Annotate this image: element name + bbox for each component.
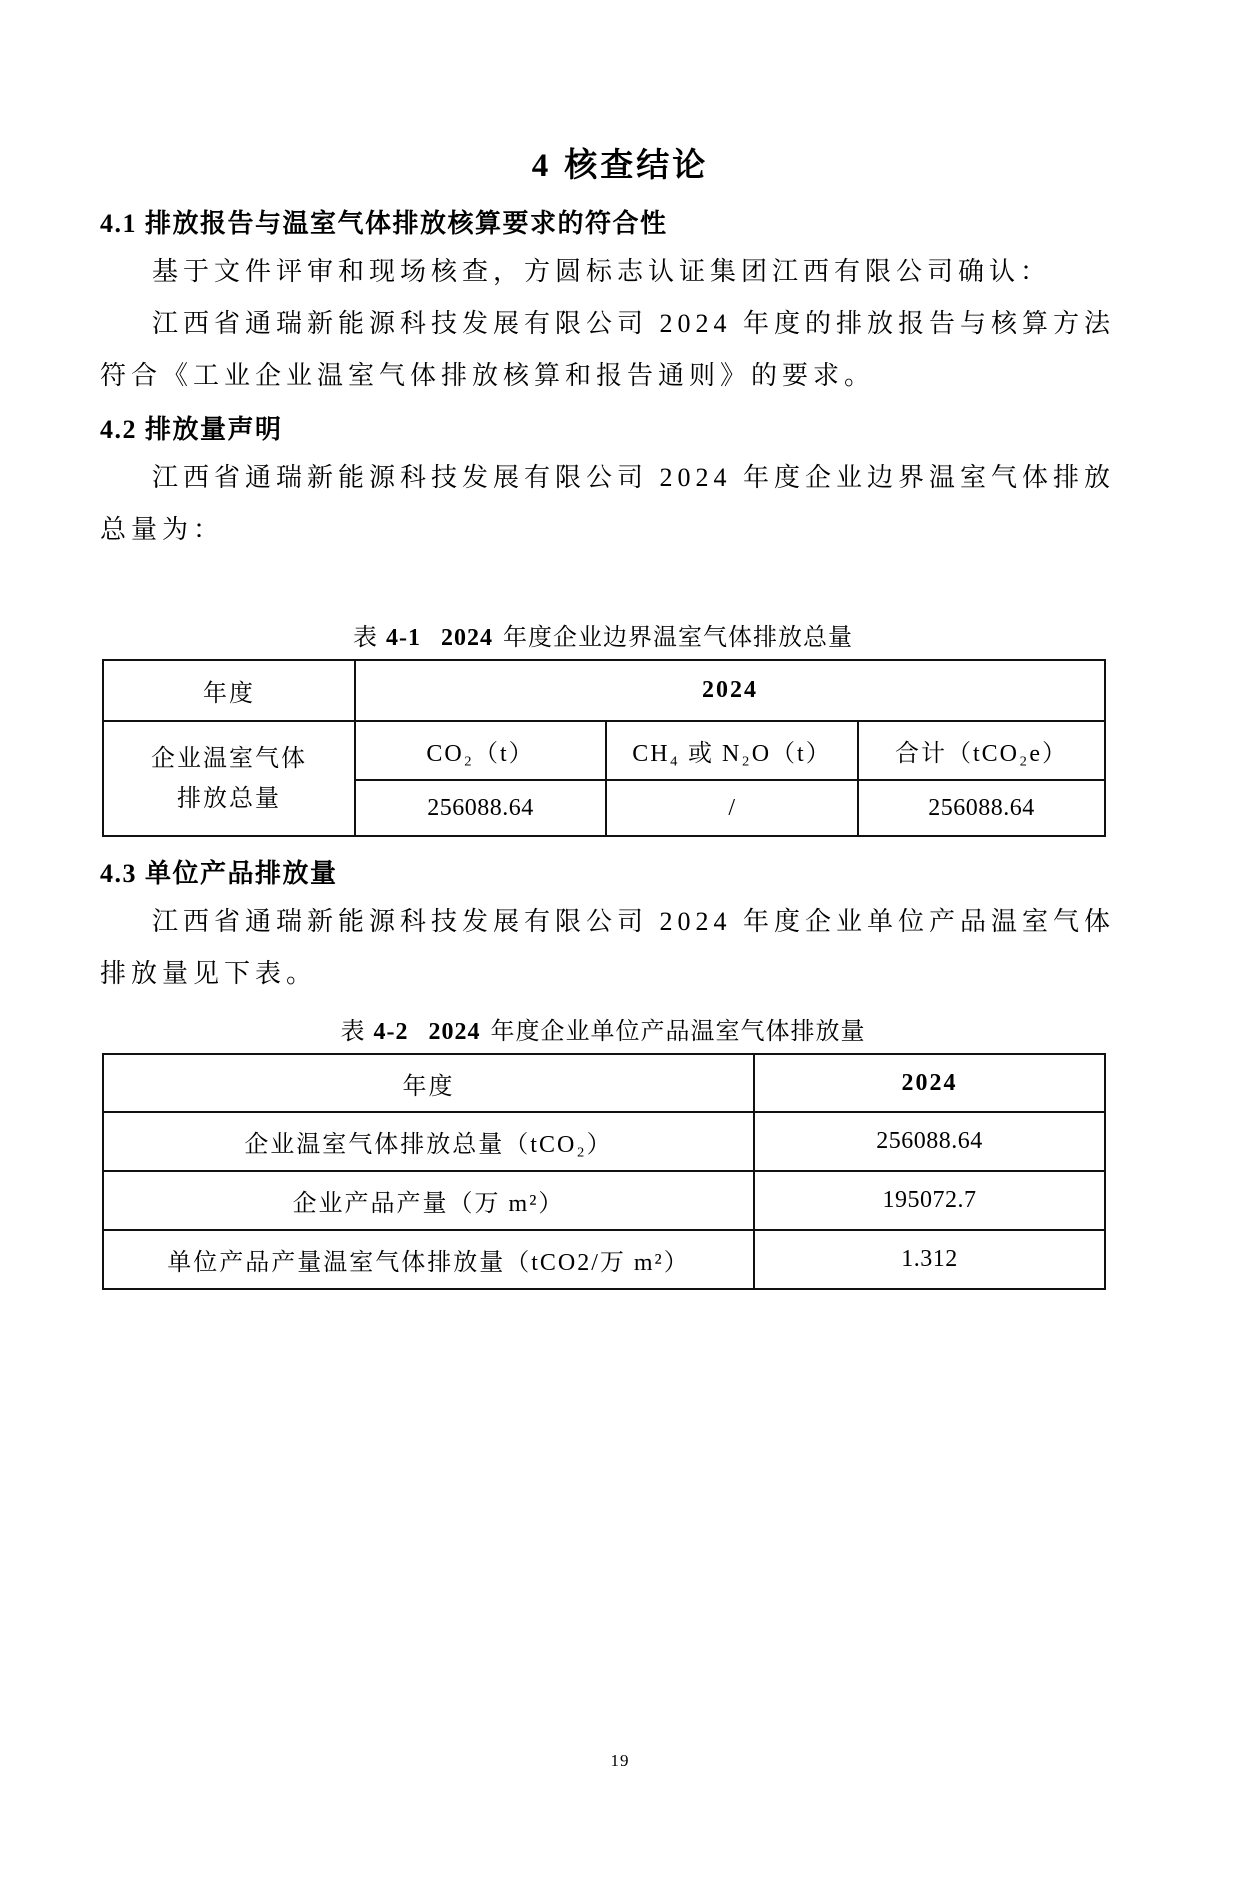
- document-page: [0, 140, 1240, 1290]
- t2-total-emission-label-cell: 企业温室气体排放总量（tCO₂）: [103, 1112, 754, 1171]
- t1-co2-value-cell: 256088.64: [355, 780, 606, 836]
- page-title-number: 4: [531, 148, 549, 184]
- table-row: [103, 1230, 1105, 1289]
- table-row: [103, 1054, 1105, 1112]
- table-boundary-emissions: [102, 659, 1106, 837]
- table-unit-product-emissions: [102, 1053, 1106, 1290]
- t2-year-label-cell: 年度: [103, 1054, 754, 1112]
- t1-row-label-line2: 排放总量: [177, 785, 281, 812]
- table-4-2-caption: [102, 1016, 1104, 1048]
- table-4-2-caption-prefix: 表: [340, 1019, 366, 1045]
- t2-product-output-value-cell: 195072.7: [754, 1171, 1105, 1230]
- paragraph-report-compliance-line2: 符合《工业企业温室气体排放核算和报告通则》的要求。: [100, 361, 876, 390]
- table-4-2-caption-number: 4-2: [373, 1019, 409, 1045]
- t2-total-emission-value-cell: 256088.64: [754, 1112, 1105, 1171]
- paragraph-emission-statement-line1: 江西省通瑞新能源科技发展有限公司 2024 年度企业边界温室气体排放: [152, 463, 1116, 492]
- paragraph-report-compliance-line1: 江西省通瑞新能源科技发展有限公司 2024 年度的排放报告与核算方法: [152, 309, 1116, 338]
- section-heading-4-1: 4.1 排放报告与温室气体排放核算要求的符合性: [100, 209, 668, 238]
- t1-year-value-cell: 2024: [355, 660, 1105, 721]
- section-heading-4-2: 4.2 排放量声明: [100, 415, 283, 444]
- table-row: [103, 721, 1105, 780]
- table-row: [103, 1171, 1105, 1230]
- page-title-text: 核查结论: [564, 148, 709, 184]
- t1-row-label-cell: [103, 721, 355, 836]
- paragraph-unit-product-line2: 排放量见下表。: [100, 959, 318, 988]
- t2-product-output-label-cell: 企业产品产量（万 m²）: [103, 1171, 754, 1230]
- t2-unit-emission-value-cell: 1.312: [754, 1230, 1105, 1289]
- t1-col-total-header-cell: 合计（tCO₂e）: [858, 721, 1105, 780]
- paragraph-emission-statement-line2: 总量为：: [100, 515, 225, 544]
- table-4-1-caption-prefix: 表: [353, 625, 378, 651]
- table-row: [103, 660, 1105, 721]
- table-row: [103, 1112, 1105, 1171]
- page-title: [100, 140, 1140, 192]
- t1-col-ch4-header-cell: CH₄ 或 N₂O（t）: [606, 721, 858, 780]
- t1-total-value-cell: 256088.64: [858, 780, 1105, 836]
- page-number: 19: [610, 1751, 630, 1770]
- table-4-2-caption-year: 2024: [428, 1019, 481, 1045]
- t2-unit-emission-label-cell: 单位产品产量温室气体排放量（tCO2/万 m²）: [103, 1230, 754, 1289]
- t1-col-co2-header-cell: CO₂（t）: [355, 721, 606, 780]
- t1-ch4-value-cell: /: [606, 780, 858, 836]
- paragraph-unit-product-line1: 江西省通瑞新能源科技发展有限公司 2024 年度企业单位产品温室气体: [152, 907, 1116, 936]
- t1-year-label-cell: 年度: [103, 660, 355, 721]
- table-4-1-caption-text: 年度企业边界温室气体排放总量: [503, 625, 853, 651]
- table-4-1-caption-year: 2024: [441, 625, 493, 651]
- table-4-1-caption: [102, 622, 1104, 654]
- table-4-1-caption-number: 4-1: [386, 625, 421, 651]
- section-heading-4-3: 4.3 单位产品排放量: [100, 859, 338, 888]
- table-4-2-caption-text: 年度企业单位产品温室气体排放量: [490, 1019, 866, 1045]
- paragraph-confirmation: 基于文件评审和现场核查，方圆标志认证集团江西有限公司确认：: [152, 257, 1052, 286]
- t2-year-value-cell: 2024: [754, 1054, 1105, 1112]
- t1-row-label-line1: 企业温室气体: [151, 745, 307, 772]
